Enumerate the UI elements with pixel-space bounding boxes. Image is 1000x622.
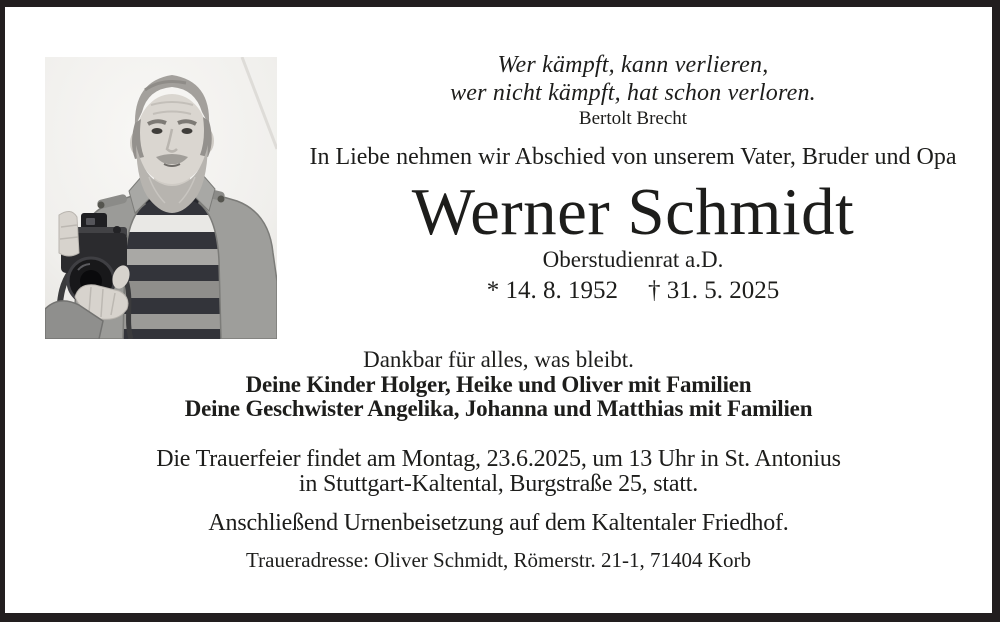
mourners-line-siblings: Deine Geschwister Angelika, Johanna und Matthias mit Familien bbox=[184, 396, 813, 421]
body-text-block bbox=[5, 346, 992, 572]
portrait-photo bbox=[45, 57, 277, 339]
death-date: † 31. 5. 2025 bbox=[648, 277, 780, 304]
portrait-photo-illustration bbox=[45, 57, 277, 339]
service-line-2: in Stuttgart-Kaltental, Burgstraße 25, statt. bbox=[298, 471, 699, 497]
intro-line: In Liebe nehmen wir Abschied von unserem Vater, Bruder und Opa bbox=[309, 144, 957, 170]
quote-attribution: Bertolt Brecht bbox=[578, 108, 688, 129]
mourning-address-line: Traueradresse: Oliver Schmidt, Römerstr. 21-1, 71404 Korb bbox=[246, 548, 751, 572]
burial-line: Anschließend Urnenbeisetzung auf dem Kaltentaler Friedhof. bbox=[208, 510, 789, 536]
gratitude-line: Dankbar für alles, was bleibt. bbox=[363, 347, 634, 372]
service-line-1: Die Trauerfeier findet am Montag, 23.6.2025, um 13 Uhr in St. Antonius bbox=[156, 446, 841, 472]
life-dates bbox=[300, 277, 966, 305]
header-text-block bbox=[300, 51, 966, 305]
quote-line-2: wer nicht kämpft, hat schon verloren. bbox=[450, 80, 816, 106]
quote-line-1: Wer kämpft, kann verlieren, bbox=[497, 52, 769, 78]
birth-date: * 14. 8. 1952 bbox=[486, 277, 618, 304]
deceased-title: Oberstudienrat a.D. bbox=[542, 247, 724, 272]
deceased-name: Werner Schmidt bbox=[411, 175, 855, 249]
mourners-line-children: Deine Kinder Holger, Heike und Oliver mit Familien bbox=[245, 372, 752, 397]
service-info bbox=[5, 447, 992, 497]
